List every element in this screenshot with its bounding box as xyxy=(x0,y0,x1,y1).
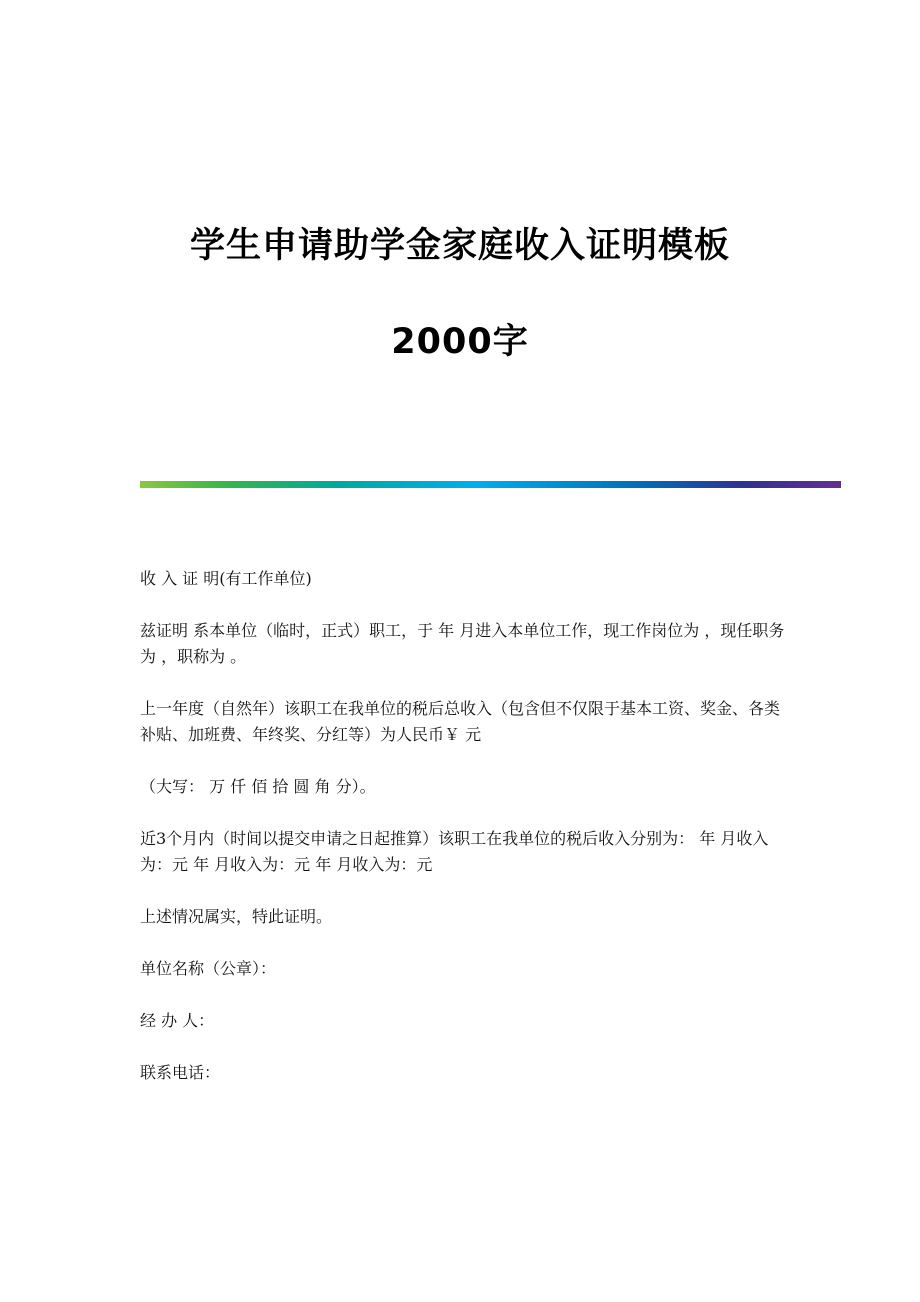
certification-statement: 上述情况属实，特此证明。 xyxy=(140,907,333,926)
amount-in-words-paragraph: （大写： 万 仟 佰 拾 圆 角 分）。 xyxy=(140,777,376,796)
unit-name-line: 单位名称（公章）： xyxy=(140,959,277,978)
handler-line: 经 办 人： xyxy=(140,1011,215,1030)
employment-paragraph: 兹证明 系本单位（临时，正式）职工，于 年 月进入本单位工作，现工作岗位为 ，现任职务为 ，职称为 。 xyxy=(140,621,785,666)
document-title: 学生申请助学金家庭收入证明模板 xyxy=(189,226,730,266)
monthly-income-paragraph: 近3个月内（时间以提交申请之日起推算）该职工在我单位的税后收入分别为： 年 月收入为：元 年 月收入为：元 年 月收入为：元 xyxy=(140,829,769,874)
annual-income-paragraph: 上一年度（自然年）该职工在我单位的税后总收入（包含但不仅限于基本工资、奖金、各类补贴、加班费、年终奖、分红等）为人民币￥ 元 xyxy=(140,699,781,744)
gradient-divider xyxy=(140,481,841,488)
certificate-body xyxy=(140,566,790,1112)
document-title-word-count: 2000字 xyxy=(391,322,529,362)
contact-phone-line: 联系电话： xyxy=(140,1063,221,1082)
certificate-heading: 收 入 证 明(有工作单位) xyxy=(140,569,312,588)
